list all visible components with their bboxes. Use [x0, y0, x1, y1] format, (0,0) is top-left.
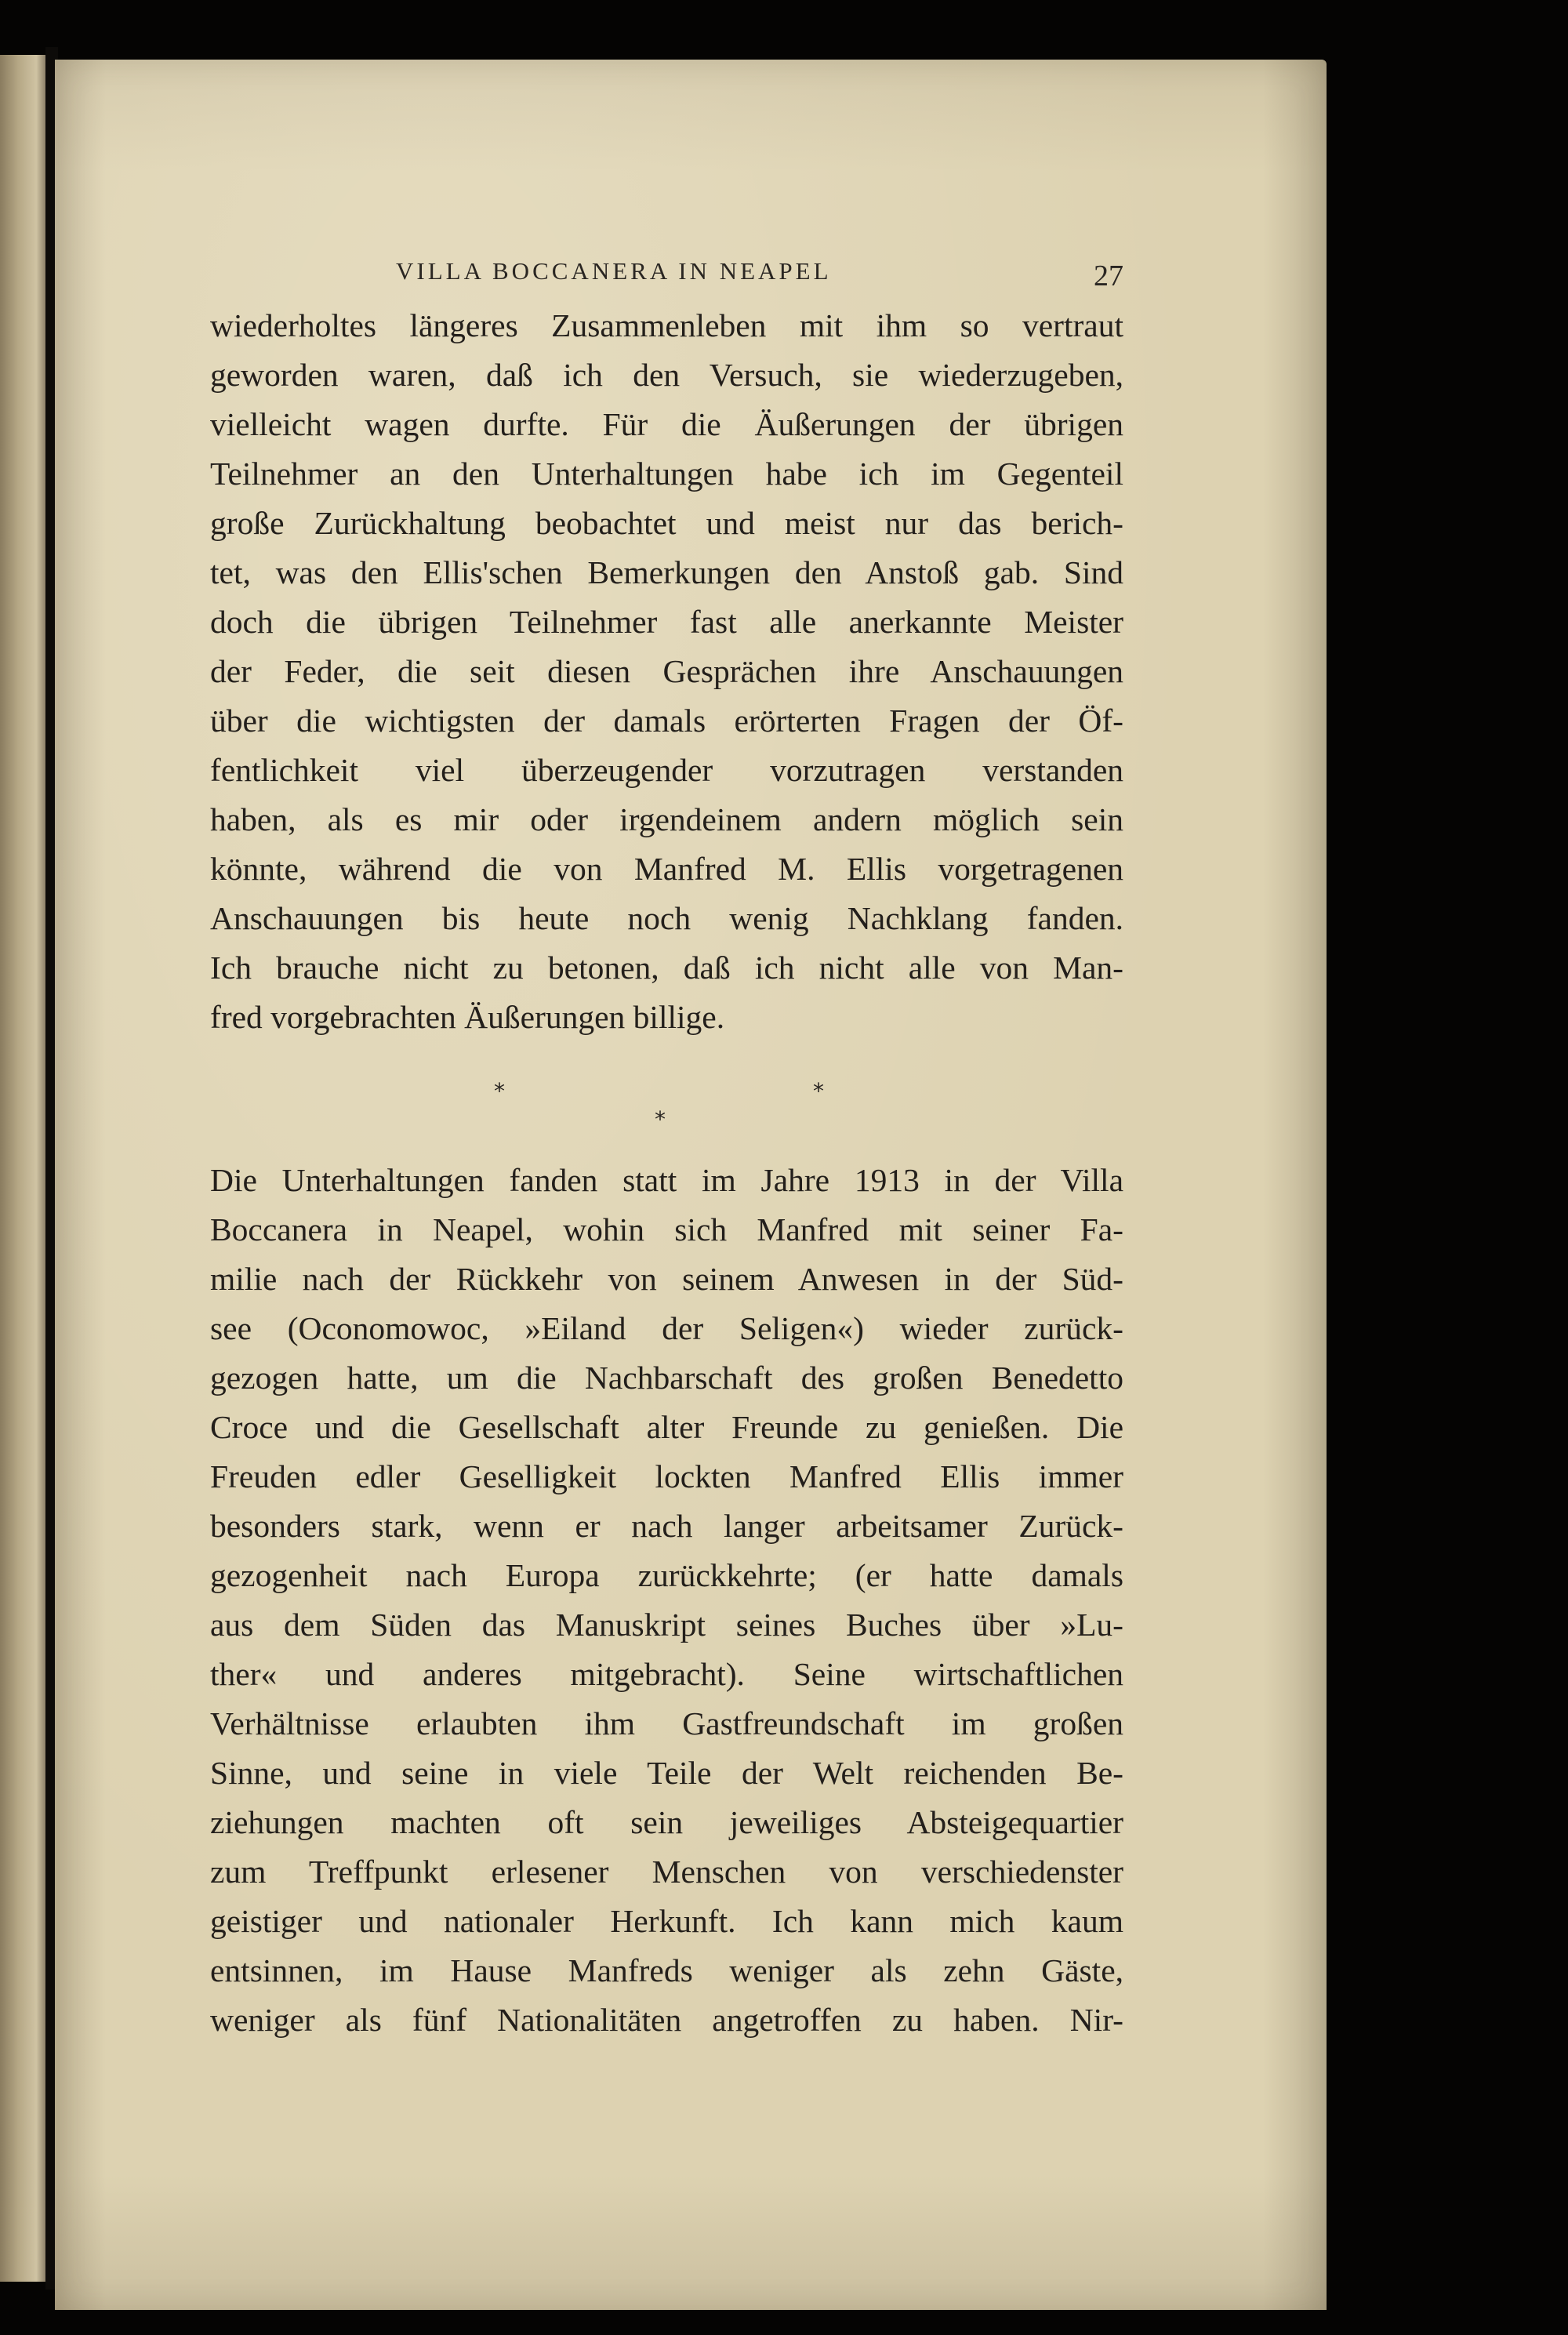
text-line: entsinnen, im Hause Manfreds weniger als zehn Gäste, — [210, 1952, 1123, 1988]
text-line: Sinne, und seine in viele Teile der Welt reichenden Be- — [210, 1755, 1123, 1791]
running-title: VILLA BOCCANERA IN NEAPEL — [396, 257, 832, 285]
text-line: tet, was den Ellis'schen Bemerkungen den Anstoß gab. Sind — [210, 554, 1123, 590]
text-line: weniger als fünf Nationalitäten angetroffen zu haben. Nir- — [210, 2002, 1123, 2038]
page-number: 27 — [1094, 260, 1123, 292]
section-ornament-right: * — [813, 1078, 824, 1104]
text-line: milie nach der Rückkehr von seinem Anwesen in der Süd- — [210, 1261, 1123, 1297]
section-ornament-left: * — [494, 1078, 505, 1104]
text-line: vielleicht wagen durfte. Für die Äußerungen der übrigen — [210, 406, 1123, 442]
text-line: große Zurückhaltung beobachtet und meist nur das berich- — [210, 505, 1123, 541]
text-line: Die Unterhaltungen fanden statt im Jahre 1913 in der Villa — [210, 1162, 1123, 1198]
text-line: Boccanera in Neapel, wohin sich Manfred mit seiner Fa- — [210, 1211, 1123, 1247]
previous-page-edge — [0, 55, 45, 2282]
book-page — [55, 60, 1327, 2310]
text-line: fentlichkeit viel überzeugender vorzutragen verstanden — [210, 752, 1123, 788]
text-line: zum Treffpunkt erlesener Menschen von verschiedenster — [210, 1854, 1123, 1890]
text-line: der Feder, die seit diesen Gesprächen ihre Anschauungen — [210, 653, 1123, 689]
text-line: ther« und anderes mitgebracht). Seine wirtschaftlichen — [210, 1656, 1123, 1692]
text-line: über die wichtigsten der damals erörterten Fragen der Öf- — [210, 703, 1123, 739]
text-line: geworden waren, daß ich den Versuch, sie wiederzugeben, — [210, 357, 1123, 393]
text-line: see (Oconomowoc, »Eiland der Seligen«) wieder zurück- — [210, 1310, 1123, 1346]
paragraph-2 — [210, 1156, 1123, 2045]
text-line: Ich brauche nicht zu betonen, daß ich nicht alle von Man- — [210, 950, 1123, 986]
text-line: Croce und die Gesellschaft alter Freunde zu genießen. Die — [210, 1409, 1123, 1445]
running-head — [396, 257, 1123, 296]
text-line: besonders stark, wenn er nach langer arbeitsamer Zurück- — [210, 1508, 1123, 1544]
text-line: geistiger und nationaler Herkunft. Ich kann mich kaum — [210, 1903, 1123, 1939]
text-line: Verhältnisse erlaubten ihm Gastfreundschaft im großen — [210, 1705, 1123, 1741]
text-line: Anschauungen bis heute noch wenig Nachklang fanden. — [210, 900, 1123, 936]
text-line: wiederholtes längeres Zusammenleben mit ihm so vertraut — [210, 307, 1123, 343]
text-line: gezogenheit nach Europa zurückkehrte; (er hatte damals — [210, 1557, 1123, 1593]
text-line: fred vorgebrachten Äußerungen billige. — [210, 999, 725, 1035]
text-line: Teilnehmer an den Unterhaltungen habe ich im Gegenteil — [210, 456, 1123, 492]
section-ornament-center: * — [655, 1106, 666, 1132]
text-line: aus dem Süden das Manuskript seines Buches über »Lu- — [210, 1607, 1123, 1643]
text-line: Freuden edler Geselligkeit lockten Manfred Ellis immer — [210, 1458, 1123, 1494]
text-line: gezogen hatte, um die Nachbarschaft des großen Benedetto — [210, 1360, 1123, 1396]
text-line: doch die übrigen Teilnehmer fast alle anerkannte Meister — [210, 604, 1123, 640]
text-line: könnte, während die von Manfred M. Ellis vorgetragenen — [210, 851, 1123, 887]
paragraph-1 — [210, 301, 1123, 1042]
text-line: haben, als es mir oder irgendeinem andern möglich sein — [210, 801, 1123, 837]
text-line: ziehungen machten oft sein jeweiliges Absteigequartier — [210, 1804, 1123, 1840]
